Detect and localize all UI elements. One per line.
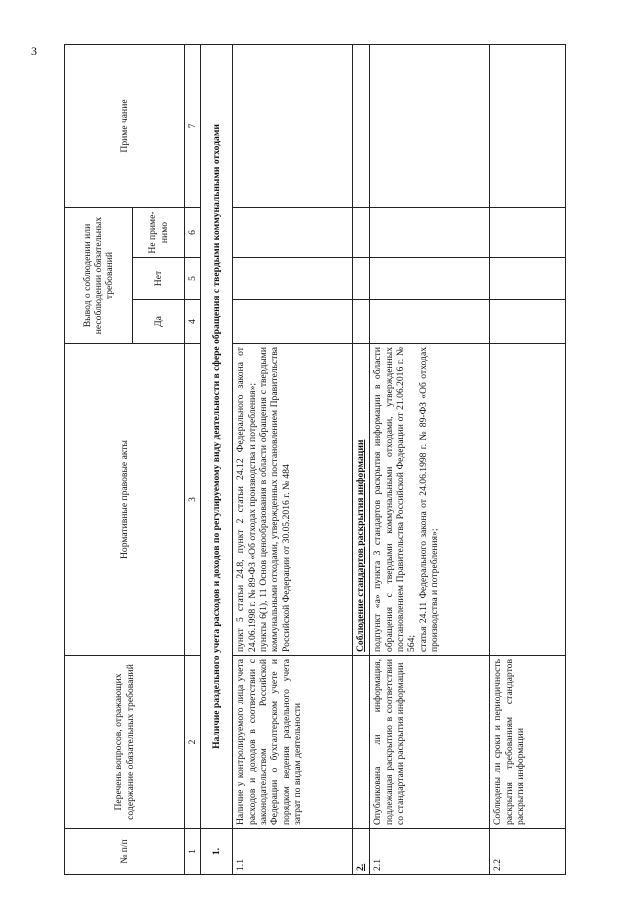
empty-cell (353, 300, 370, 344)
row-number: 1.1 (233, 829, 353, 875)
cell-yes[interactable] (233, 300, 353, 344)
cell-yes[interactable] (490, 300, 566, 344)
row-number: 2.1 (370, 829, 490, 875)
row-question: Наличие у контролируемого лица учета расходов и доходов в соответствии с законодательством Российской Федерации о бухгалтерском учете и порядком ведения раздельного учета затрат по видам деятельности (233, 656, 353, 829)
section-title: Соблюдение стандартов раскрытия информации (353, 344, 370, 656)
column-numbers-row (185, 45, 201, 875)
row-legal-acts (233, 344, 353, 656)
row-question: Соблюдены ли сроки и периодичность раскрытия требованиям стандартов раскрытия информации (490, 656, 566, 829)
row-question: Опубликована ли информация, подлежащая раскрытию в соответствии со стандартами раскрытия информации (370, 656, 490, 829)
column-number: 1 (185, 829, 201, 875)
header-not-applicable: Не приме-нимо (133, 208, 185, 258)
legal-act-paragraph: пункты 6(1), 11 Основ ценообразования в области обращения с твердыми коммунальными отходами, утвержденных постановлением Правительства Российской Федерации от 30.05.2016 г. № 484 (257, 347, 292, 652)
requirements-table (64, 44, 566, 875)
empty-cell (353, 45, 370, 208)
column-number: 6 (185, 208, 201, 258)
cell-not-applicable[interactable] (233, 208, 353, 258)
legal-act-paragraph: статья 24.11 Федерального закона от 24.06.1998 г. № 89-ФЗ «Об отходах производства и потребления»; (417, 347, 440, 652)
column-number: 2 (185, 656, 201, 829)
cell-not-applicable[interactable] (490, 208, 566, 258)
rotated-table-stage (64, 45, 564, 875)
column-number: 3 (185, 344, 201, 656)
section-number: 2. (353, 829, 370, 875)
table-row (233, 45, 353, 875)
cell-note[interactable] (233, 45, 353, 208)
cell-note[interactable] (490, 45, 566, 208)
cell-no[interactable] (490, 258, 566, 300)
section-number: 1. (201, 829, 233, 875)
cell-no[interactable] (370, 258, 490, 300)
column-number: 4 (185, 300, 201, 344)
section-title: Наличие раздельного учета расходов и доходов по регулируемому виду деятельности в сфере обращения с твердыми коммунальными отходами (201, 45, 233, 829)
cell-note[interactable] (370, 45, 490, 208)
header-number: № п/п (65, 829, 185, 875)
column-number: 5 (185, 258, 201, 300)
column-number: 7 (185, 45, 201, 208)
header-conclusion: Вывод о соблюдении или несоблюдении обязательных требований (65, 208, 133, 344)
cell-yes[interactable] (370, 300, 490, 344)
header-legal-acts: Нормативные правовые акты (65, 344, 185, 656)
legal-act-paragraph: пункт 5 статьи 24.8, пункт 2 статьи 24.12 Федерального закона от 24.06.1998 г. № 89-ФЗ «Об отходах производства и потребления»; (235, 347, 258, 652)
row-legal-acts (370, 344, 490, 656)
cell-not-applicable[interactable] (370, 208, 490, 258)
row-number: 2.2 (490, 829, 566, 875)
section-row (201, 45, 233, 875)
section-row (353, 45, 370, 875)
empty-cell (353, 258, 370, 300)
empty-cell (353, 656, 370, 829)
table-row (490, 45, 566, 875)
header-no: Нет (133, 258, 185, 300)
page-number: 3 (31, 44, 37, 58)
table-row (370, 45, 490, 875)
cell-no[interactable] (233, 258, 353, 300)
empty-cell (353, 208, 370, 258)
header-note: Приме чание (65, 45, 185, 208)
header-questions: Перечень вопросов, отражающих содержание обязательных требований (65, 656, 185, 829)
header-yes: Да (133, 300, 185, 344)
row-legal-acts (490, 344, 566, 656)
legal-act-paragraph: подпункт «а» пункта 3 стандартов раскрытия информации в области обращения с твердыми коммунальными отходами, утвержденных постановлением Правительства Российской Федерации от 21.06.2016 г. № 564; (372, 347, 418, 652)
